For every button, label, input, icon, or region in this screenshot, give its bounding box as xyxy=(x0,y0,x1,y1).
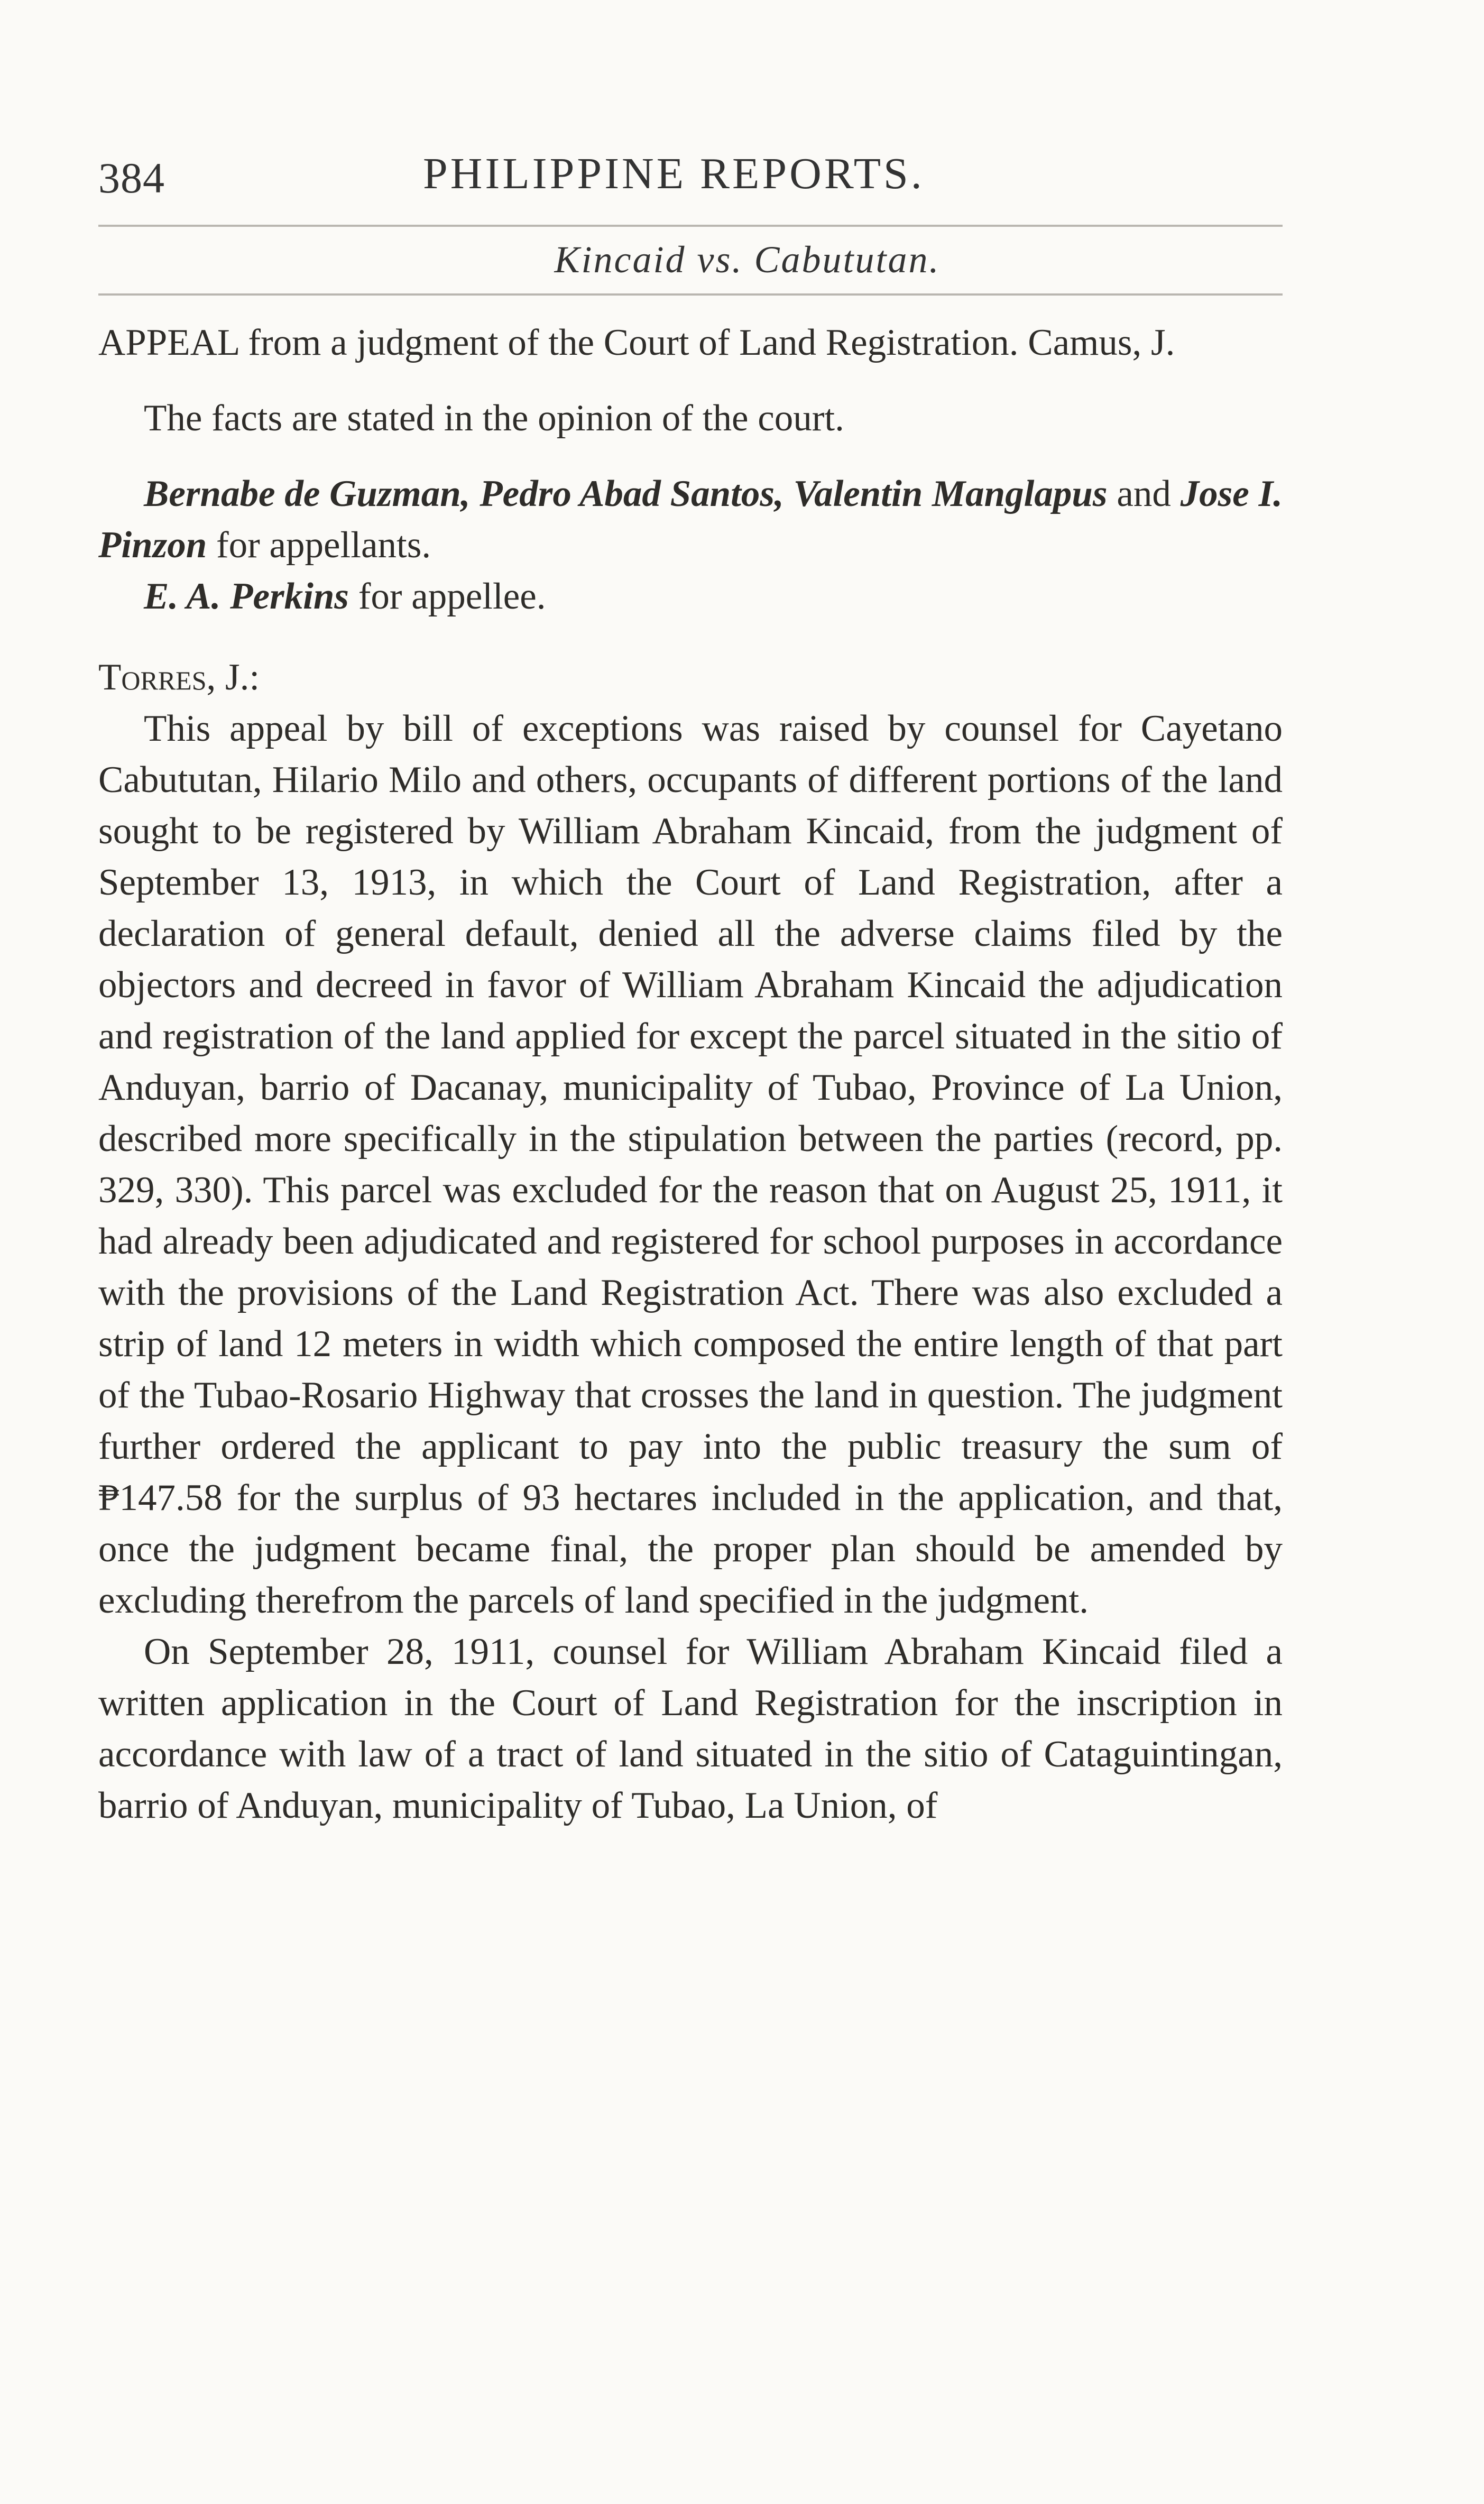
appellants-last-name: Jose I. Pinzon xyxy=(98,473,1283,566)
justice-name: Torres, J.: xyxy=(98,657,260,698)
header-rule xyxy=(98,225,1283,227)
appellants-names: Bernabe de Guzman, Pedro Abad Santos, Valentin Manglapus xyxy=(144,473,1108,514)
case-title: Kincaid vs. Cabututan. xyxy=(554,238,941,281)
appellants-suffix: for appellants. xyxy=(207,524,431,566)
appellee-name: E. A. Perkins xyxy=(144,576,349,617)
page-body xyxy=(98,317,1283,1831)
justice-heading xyxy=(98,652,1283,703)
appellants-counsel xyxy=(98,468,1283,571)
appellee-suffix: for appellee. xyxy=(348,576,546,617)
page-number: 384 xyxy=(98,154,165,202)
appellee-counsel xyxy=(98,571,1283,622)
appeal-paragraph: APPEAL from a judgment of the Court of Land Registration. Camus, J. xyxy=(98,322,1175,363)
opinion-paragraph-1: This appeal by bill of exceptions was raised by counsel for Cayetano Cabututan, Hilario Milo and others, occupants of different portions of the land sought to be registered by William Abraham Kincaid, from the judgment of September 13, 1913, in which the Court of Land Registration, after a declaration of general default, denied all the adverse claims filed by the objectors and decreed in favor of William Abraham Kincaid the adjudication and registration of the land applied for except the parcel situated in the sitio of Anduyan, barrio of Dacanay, municipality of Tubao, Province of La Union, described more specifically in the stipulation between the parties (record, pp. 329, 330). This parcel was excluded for the reason that on August 25, 1911, it had already been adjudicated and registered for school purposes in accordance with the provisions of the Land Registration Act. There was also excluded a strip of land 12 meters in width which composed the entire length of that part of the Tubao-Rosario Highway that crosses the land in question. The judgment further ordered the applicant to pay into the public treasury the sum of ₱147.58 for the surplus of 93 hectares included in the application, and that, once the judgment became final, the proper plan should be amended by excluding therefrom the parcels of land specified in the judgment. xyxy=(98,708,1283,1621)
and-word: and xyxy=(1107,473,1181,514)
running-title: PHILIPPINE REPORTS. xyxy=(423,149,925,198)
case-title-rule xyxy=(98,293,1283,296)
opinion-paragraph-2: On September 28, 1911, counsel for William Abraham Kincaid filed a written application in the Court of Land Registration for the inscription in accordance with law of a tract of land situated in the sitio of Cataguintingan, barrio of Anduyan, municipality of Tubao, La Union, of xyxy=(98,1631,1283,1826)
facts-paragraph: The facts are stated in the opinion of the court. xyxy=(144,398,844,439)
